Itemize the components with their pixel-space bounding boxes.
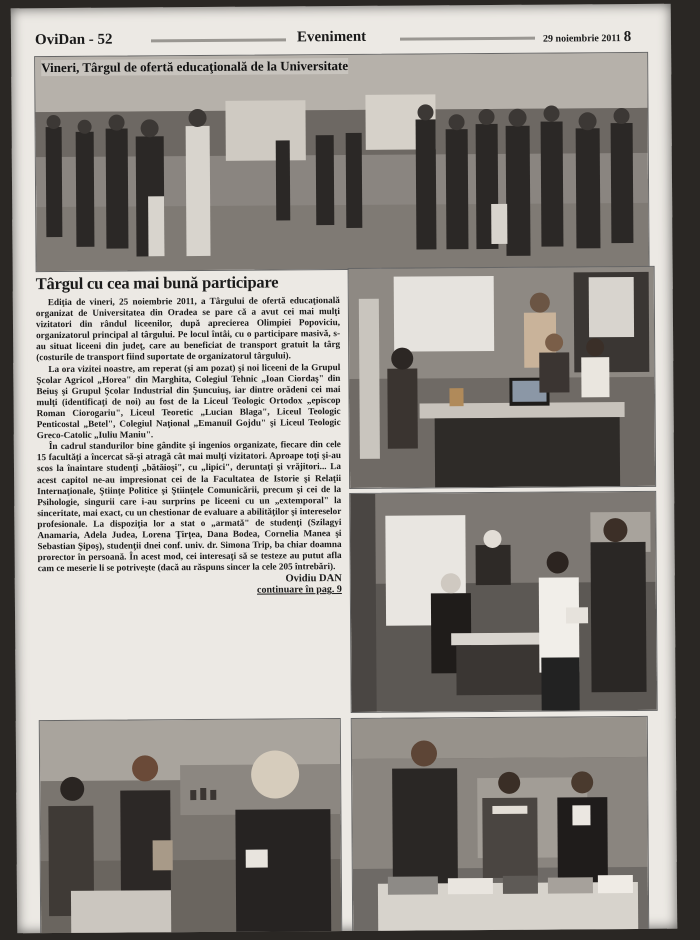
header-rule bbox=[151, 38, 286, 42]
article-paragraph: La ora vizitei noastre, am reperat (şi am pozat) şi noi liceeni de la Grupul Şcolar Agricol „Horea" din Marghita, Colegiul Tehnic „Ioan Ciordaş" din Beiuş şi Grupul Şcolar Industrial din Şuncuiuş, iar dintre orădeni cei mai mulţi (identificaţi de noi) au fost de la Liceul Teologic Ortodox „episcop Roman Ciorogariu", Liceul Teoretic „Lucian Blaga", Liceul Teologic Penticostal „Betel", Colegiul Naţional „Emanuil Gojdu" şi Liceul Teologic Greco-Catolic „Iuliu Maniu". bbox=[36, 361, 341, 441]
issue-date bbox=[543, 29, 631, 47]
photo-psychology-stand bbox=[349, 491, 658, 713]
publication-name: OviDan - 52 bbox=[34, 31, 113, 49]
header-rule bbox=[400, 37, 535, 41]
article-author: Ovidiu DAN bbox=[285, 573, 342, 585]
article-headline: Târgul cu cea mai bună participare bbox=[35, 272, 279, 294]
page-header bbox=[35, 26, 665, 52]
date-text: 29 noiembrie 2011 bbox=[542, 33, 621, 45]
photo-stand-flyers bbox=[351, 716, 650, 933]
photo-students-visit bbox=[39, 718, 343, 933]
article-body bbox=[36, 295, 342, 574]
article-paragraph: Ediţia de vineri, 25 noiembrie 2011, a Târgului de ofertă educaţională organizat de Universitatea din Oradea se pare că a avut cei mai mulţi vizitatori din rândul liceenilor, după aprecierea Olimpiei Popoviciu, organizatorul principal al târgului. Pe locul întâi, cu o participare masivă, s-au situat liceeni din judeţ, care au beneficiat de transport gratuit la târg (costurile de transport fiind suportate de organizatorul târgului). bbox=[35, 295, 341, 363]
section-name: Eveniment bbox=[296, 28, 367, 46]
photo-stand-laptop bbox=[348, 266, 657, 489]
article bbox=[36, 272, 342, 597]
newspaper-page bbox=[11, 4, 677, 934]
top-photo-crowd bbox=[34, 52, 649, 272]
page-number: 8 bbox=[623, 28, 632, 46]
article-paragraph: În cadrul standurilor bine gândite şi ingenios organizate, fiecare din cele 15 facultăţi a încercat să-şi atragă cât mai mulţi vizitatori. Aproape toţi şi-au scos la înaintare studenţi „bătăioşi", cu „lipici", deruntaţi şi vrăjitori... La acest capitol ne-au impresionat cei de la Facultatea de Istorie şi Relaţii Internaţionale, Ştiinţe Politice şi Ştiinţele Comunicării, precum şi cei de la Psihologie, singurii care i-au surprins pe liceeni cu un „extemporal" la sinceritate, mai exact, cu un chestionar de evaluare a abilităţilor şi intereselor profesionale. La dispoziţia lor a stat o „armată" de studenţi (Szilagyi Anamaria, Adela Judea, Lorena Ţirţea, Dana Bodea, Cornelia Manea şi Sebastian Şipoş), studenţii dnei conf. univ. dr. Simona Trip, ba chiar doamna prorector în persoană. În acest mod, cei interesaţi să se testeze au putut afla cam ce meserie li se potriveşte (dacă au răspuns sincer la cele 205 întrebări). bbox=[36, 439, 342, 574]
continued-link[interactable]: continuare în pag. 9 bbox=[256, 584, 342, 596]
top-photo-caption: Vineri, Târgul de ofertă educaţională de la Universitate bbox=[41, 57, 349, 76]
